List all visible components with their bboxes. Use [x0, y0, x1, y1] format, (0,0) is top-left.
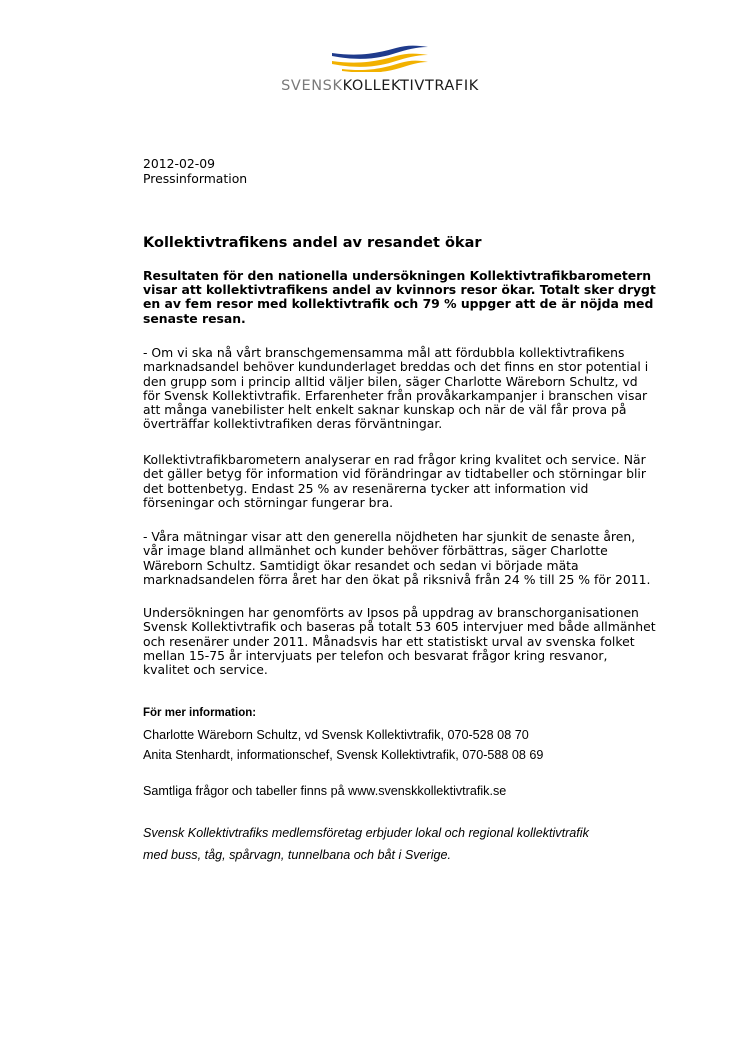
body-paragraph-1 — [143, 346, 675, 432]
paragraph-line: Kollektivtrafikbarometern analyserar en rad frågor kring kvalitet och service. När — [143, 452, 646, 467]
page-title: Kollektivtrafikens andel av resandet ökar — [143, 235, 482, 251]
lead-paragraph — [143, 269, 675, 326]
paragraph-line: Wäreborn Schultz. Samtidigt ökar resandet och sedan vi började mäta — [143, 557, 579, 573]
more-info-line: Samtliga frågor och tabeller finns på www.svenskkollektivtrafik.se — [143, 784, 507, 798]
logo-wordmark — [274, 78, 486, 94]
body-paragraph-3 — [143, 530, 675, 587]
paragraph-line: marknadsandel behöver kundunderlaget breddas och det finns en stor potential i — [143, 359, 649, 375]
paragraph-line: och resenärer under 2011. Månadsvis har ett statistiskt urval av svenska folket — [143, 633, 635, 649]
lead-line: senaste resan. — [143, 310, 246, 326]
paragraph-line: - Om vi ska nå vårt branschgemensamma mål att fördubbla kollektivtrafikens — [143, 345, 625, 360]
paragraph-line: att många vanebilister helt enkelt saknar kunskap och när de väl får prova på — [143, 402, 627, 418]
footer-line: Svensk Kollektivtrafiks medlemsföretag erbjuder lokal och regional kollektivtrafik — [143, 826, 589, 840]
contact-line: Charlotte Wäreborn Schultz, vd Svensk Kollektivtrafik, 070-528 08 70 — [143, 728, 529, 742]
contact-heading: För mer information: — [143, 707, 257, 719]
paragraph-line: förseningar och störningar fungerar bra. — [143, 494, 394, 510]
body-paragraph-4 — [143, 606, 675, 677]
body-paragraph-2 — [143, 453, 675, 510]
document-meta — [143, 156, 247, 186]
lead-line: en av fem resor med kollektivtrafik och 79 % uppger att de är nöjda med — [143, 296, 654, 312]
logo-wave-icon — [330, 44, 430, 72]
paragraph-line: för Svensk Kollektivtrafik. Erfarenheter från provåkarkampanjer i branschen visar — [143, 387, 648, 403]
company-logo — [274, 44, 486, 100]
footer-note — [143, 823, 589, 866]
paragraph-line: det gäller betyg för information vid förändringar av tidtabeller och störningar blir — [143, 466, 646, 482]
document-type: Pressinformation — [143, 171, 248, 186]
document-date: 2012-02-09 — [143, 156, 216, 171]
paragraph-line: marknadsandelen förra året har den ökat på riksnivå från 24 % till 25 % för 2011. — [143, 571, 651, 587]
paragraph-line: det bottenbetyg. Endast 25 % av resenärerna tycker att information vid — [143, 480, 589, 496]
paragraph-line: - Våra mätningar visar att den generella nöjdheten har sjunkit de senaste åren, — [143, 529, 636, 544]
paragraph-line: Svensk Kollektivtrafik och baseras på totalt 53 605 intervjuer med både allmänhet — [143, 619, 656, 635]
paragraph-line: Undersökningen har genomförts av Ipsos på uppdrag av branschorganisationen — [143, 605, 639, 620]
paragraph-line: mellan 15-75 år intervjuats per telefon och besvarat frågor kring resvanor, — [143, 647, 608, 663]
paragraph-line: kvalitet och service. — [143, 662, 268, 678]
lead-line: visar att kollektivtrafikens andel av kvinnors resor ökar. Totalt sker drygt — [143, 282, 656, 298]
contact-line: Anita Stenhardt, informationschef, Svensk Kollektivtrafik, 070-588 08 69 — [143, 747, 544, 762]
lead-line: Resultaten för den nationella undersökningen Kollektivtrafikbarometern — [143, 268, 652, 283]
logo-text-light: SVENSK — [281, 78, 343, 94]
logo-text-dark: KOLLEKTIVTRAFIK — [342, 78, 479, 94]
paragraph-line: vår image bland allmänhet och kunder behöver förbättras, säger Charlotte — [143, 543, 608, 559]
footer-line: med buss, tåg, spårvagn, tunnelbana och båt i Sverige. — [143, 847, 452, 862]
paragraph-line: den grupp som i princip alltid väljer bilen, säger Charlotte Wäreborn Schultz, vd — [143, 373, 638, 389]
contact-list — [143, 726, 543, 765]
paragraph-line: överträffar kollektivtrafiken deras förväntningar. — [143, 416, 443, 432]
